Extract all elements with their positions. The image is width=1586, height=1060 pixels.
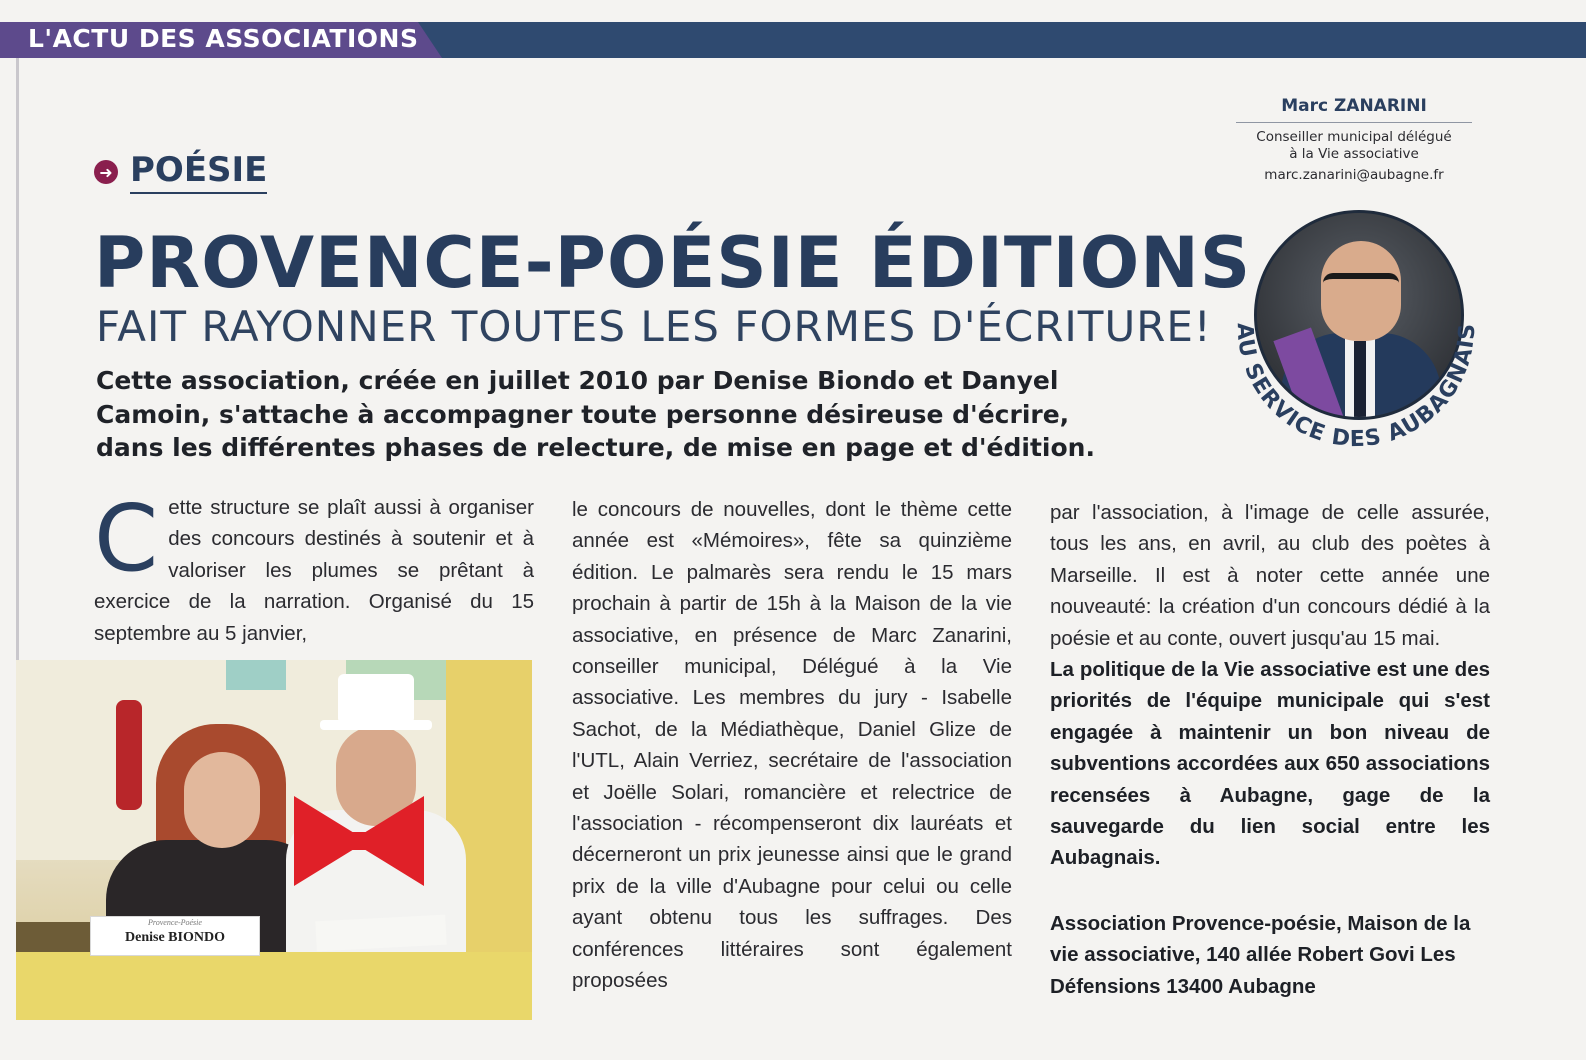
article-photo <box>16 660 532 1020</box>
nameplate <box>90 916 260 956</box>
councillor-email: marc.zanarini@aubagne.fr <box>1264 167 1444 183</box>
article-column-1 <box>94 485 534 649</box>
fire-extinguisher-icon <box>116 700 142 810</box>
drop-cap: C <box>94 485 159 592</box>
article-column-2 <box>572 494 1012 997</box>
article-column-3 <box>1050 497 1490 1002</box>
councillor-badge <box>1220 196 1490 466</box>
lead-line: Cette association, créée en juillet 2010 par Denise Biondo et Danyel <box>96 366 1059 395</box>
top-hat-icon <box>338 674 414 724</box>
column-text: le concours de nouvelles, dont le thème cette année est «Mémoires», fête sa quinzième édition. Le palmarès sera rendu le 15 mars prochain à partir de 15h à la Maison de la vie associative, en présence de Marc Zanarini, conseiller municipal, Délégué à la Vie associative. Les membres du jury - Isabelle Sachot, de la Médiathèque, Daniel Glize de l'UTL, Alain Verriez, secrétaire de l'association et Joëlle Solari, romancière et relectrice de l'association - récompenseront dix lauréats et décerneront un prix jeunesse ainsi que le grand prix de la ville d'Aubagne pour celui ou celle ayant obtenu tous les suffrages. Des conférences littéraires sont également proposées <box>572 498 1012 993</box>
arrow-right-icon: ➜ <box>94 160 118 184</box>
article-title: PROVENCE-POÉSIE ÉDITIONS <box>94 222 1252 304</box>
role-line: à la Vie associative <box>1289 146 1419 162</box>
lead-line: dans les différentes phases de relecture, de mise en page et d'édition. <box>96 433 1095 462</box>
section-banner <box>0 22 1586 58</box>
policy-statement: La politique de la Vie associative est une des priorités de l'équipe municipale qui s'est engagée à maintenir un bon niveau de subventions accordées aux 650 associations recensées à Aubagne, gage de la sauvegarde du lien social entre les Aubagnais. <box>1050 658 1490 870</box>
nameplate-association: Provence-Poésie <box>148 918 202 927</box>
lead-line: Camoin, s'attache à accompagner toute personne désireuse d'écrire, <box>96 399 1070 429</box>
banner-label: L'ACTU DES ASSOCIATIONS <box>28 24 419 53</box>
councillor-role <box>1236 129 1472 163</box>
councillor-profile <box>1236 96 1472 183</box>
column-text: ette structure se plaît aussi à organiser des concours destinés à soutenir et à valoriser les plumes se prêtant à exercice de la narration. Organisé du 15 septembre au 5 janvier, <box>94 496 534 645</box>
nameplate-name: Denise BIONDO <box>125 930 225 945</box>
badge-text: AU SERVICE DES AUBAGNAIS <box>1231 322 1481 453</box>
councillor-name: Marc ZANARINI <box>1281 96 1427 116</box>
profile-divider <box>1236 122 1472 123</box>
role-line: Conseiller municipal délégué <box>1256 129 1452 145</box>
section-label: POÉSIE <box>130 150 267 194</box>
article-subtitle: FAIT RAYONNER TOUTES LES FORMES D'ÉCRITURE! <box>96 302 1212 351</box>
association-address: Association Provence-poésie, Maison de la vie associative, 140 allée Robert Govi Les Défensions 13400 Aubagne <box>1050 911 1471 998</box>
column-text: par l'association, à l'image de celle assurée, tous les ans, en avril, au club des poètes à Marseille. Il est à noter cette année une nouveauté: la création d'un concours dédié à la poésie et au conte, ouvert jusqu'au 15 mai. <box>1050 501 1490 650</box>
section-heading <box>94 150 267 194</box>
svg-text:AU SERVICE DES AUBAGNAIS <box>1232 322 1480 452</box>
article-lead <box>96 364 1095 465</box>
badge-ring <box>1220 196 1490 466</box>
